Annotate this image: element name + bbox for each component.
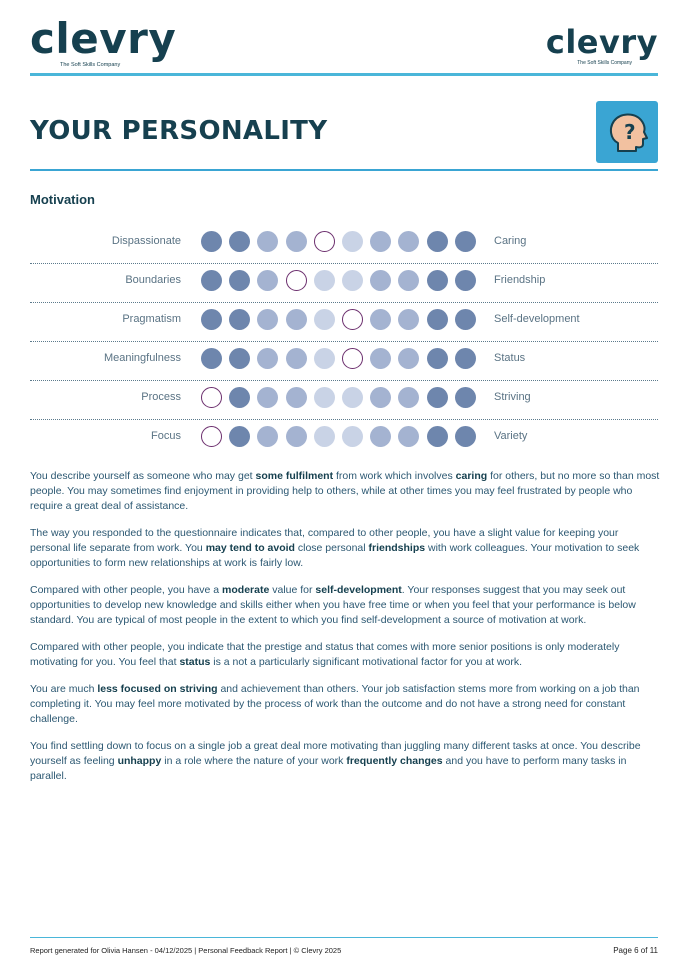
emphasis-text: caring [455, 470, 488, 482]
scale-dot [201, 348, 222, 369]
emphasis-text: friendships [368, 542, 426, 554]
scale-row [30, 381, 658, 420]
paragraph-text: in a role where the nature of your work [161, 755, 347, 767]
scale-dot [286, 231, 307, 252]
scale-dot [286, 426, 307, 447]
footer-divider [30, 937, 658, 938]
scale-right-label: Caring [494, 235, 527, 247]
scale-dot [370, 348, 391, 369]
scale-dot [229, 348, 250, 369]
scale-dot [257, 426, 278, 447]
scale-dot [398, 231, 419, 252]
paragraph-text: close personal [294, 542, 369, 554]
paragraph-text: value for [269, 584, 316, 596]
description-paragraph [30, 526, 660, 571]
scale-dot [257, 387, 278, 408]
emphasis-text: moderate [222, 584, 270, 596]
paragraph-text: Compared with other people, you indicate that the prestige and status that comes with more senior positions is only moderately motivating for you. You feel that [30, 641, 620, 668]
scale-dot-selected [342, 348, 363, 369]
scale-dot [342, 270, 363, 291]
paragraph-text: and achievement than others. Your job satisfaction stems more from working on a job than completing it. You may feel more motivated by the process of work than the outcome and do not have a strong need for constant challenge. [30, 683, 640, 725]
scale-dot [201, 270, 222, 291]
scale-dot-selected [286, 270, 307, 291]
logo-tagline: The Soft Skills Company [577, 60, 632, 66]
scale-dot [455, 387, 476, 408]
scale-left-label: Process [141, 391, 181, 403]
scale-row [30, 264, 658, 303]
header-divider [30, 73, 658, 76]
scale-dot [398, 426, 419, 447]
scale-dot [370, 270, 391, 291]
scale-dot-selected [314, 231, 335, 252]
scale-dot [286, 387, 307, 408]
scale-right-label: Self-development [494, 313, 580, 325]
head-question-icon [596, 101, 658, 163]
paragraph-text: Compared with other people, you have a [30, 584, 223, 596]
scale-dot [342, 426, 363, 447]
scale-dot [314, 309, 335, 330]
scale-dot [427, 348, 448, 369]
scale-dot [314, 426, 335, 447]
paragraph-text: is a not a particularly significant motivational factor for you at work. [210, 656, 523, 668]
paragraph-text: from work which involves [333, 470, 456, 482]
scale-dot [427, 270, 448, 291]
scale-left-label: Pragmatism [122, 313, 181, 325]
scale-dot [342, 231, 363, 252]
scale-right-label: Striving [494, 391, 531, 403]
section-title: Motivation [30, 192, 95, 207]
scale-dot [370, 231, 391, 252]
scale-dot [455, 270, 476, 291]
emphasis-text: status [179, 656, 211, 668]
paragraph-text: . Your responses suggest that you may seek out opportunities to develop new knowledge and skills either when you have free time or when you feel that your performance is below standard. You are typical of most people in the extent to which you find self-development a source of motivation at work. [30, 584, 636, 626]
scale-right-label: Friendship [494, 274, 546, 286]
scale-dot [427, 387, 448, 408]
scale-row [30, 303, 658, 342]
scale-dot [257, 231, 278, 252]
scale-dot [314, 348, 335, 369]
scale-dot [455, 348, 476, 369]
scale-dot [427, 231, 448, 252]
scale-dot [257, 348, 278, 369]
emphasis-text: frequently changes [346, 755, 443, 767]
emphasis-text: self-development [315, 584, 402, 596]
emphasis-text: some fulfilment [255, 470, 334, 482]
description-paragraph [30, 739, 660, 784]
scale-dot [314, 387, 335, 408]
scale-dot [314, 270, 335, 291]
logo-tagline: The Soft Skills Company [60, 62, 121, 68]
scale-dot [455, 231, 476, 252]
scale-dot [455, 426, 476, 447]
scale-dot-selected [342, 309, 363, 330]
scale-dot [398, 309, 419, 330]
paragraph-text: You are much [30, 683, 98, 695]
footer-report-info: Report generated for Olivia Hansen - 04/12/2025 | Personal Feedback Report | © Clevry 2025 [30, 946, 342, 955]
paragraph-text: for others, but no more so than most people. You may sometimes find enjoyment in providing help to others, while at other times you may feel frustrated by people who require a great deal of assistance. [30, 470, 660, 512]
scale-left-label: Dispassionate [111, 235, 181, 247]
scale-dot [257, 270, 278, 291]
clevry-logo-right [545, 23, 658, 66]
scale-dot [370, 309, 391, 330]
motivation-descriptions [30, 469, 660, 796]
paragraph-text: The way you responded to the questionnaire indicates that, compared to other people, you have a slight value for keeping your personal life separate from work. You [30, 527, 619, 554]
paragraph-text: You find settling down to focus on a single job a great deal more motivating than juggling many different tasks at once. You describe yourself as feeling [30, 740, 641, 767]
emphasis-text: less focused on striving [97, 683, 218, 695]
scale-dot [398, 348, 419, 369]
scale-dot [427, 309, 448, 330]
scale-left-label: Focus [151, 430, 181, 442]
scale-dot [286, 309, 307, 330]
page-number: Page 6 of 11 [613, 946, 658, 955]
scale-dot [398, 387, 419, 408]
scale-row [30, 342, 658, 381]
description-paragraph [30, 469, 660, 514]
scale-dot-selected [201, 387, 222, 408]
scale-dot [427, 426, 448, 447]
scale-dot [229, 231, 250, 252]
title-divider [30, 169, 658, 171]
scale-dot [201, 309, 222, 330]
scale-dot [229, 426, 250, 447]
description-paragraph [30, 682, 660, 727]
scale-right-label: Status [494, 352, 526, 364]
scale-dot-selected [201, 426, 222, 447]
emphasis-text: unhappy [117, 755, 162, 767]
scale-dot [370, 387, 391, 408]
page-title: YOUR PERSONALITY [30, 116, 328, 146]
scale-row [30, 225, 658, 264]
scale-dot [229, 270, 250, 291]
scale-dot [229, 309, 250, 330]
scale-dot [370, 426, 391, 447]
description-paragraph [30, 640, 660, 670]
paragraph-text: and you have to perform many tasks in parallel. [30, 755, 627, 782]
svg-text:?: ? [624, 120, 636, 144]
motivation-scales [30, 225, 658, 459]
scale-dot [229, 387, 250, 408]
emphasis-text: may tend to avoid [205, 542, 295, 554]
logo-wordmark: clevry [30, 14, 177, 63]
scale-dot [342, 387, 363, 408]
scale-dot [398, 270, 419, 291]
description-paragraph [30, 583, 660, 628]
scale-dot [257, 309, 278, 330]
paragraph-text: You describe yourself as someone who may get [30, 470, 256, 482]
clevry-logo-left [30, 14, 177, 68]
scale-row [30, 420, 658, 459]
logo-wordmark: clevry [545, 23, 658, 61]
scale-left-label: Meaningfulness [103, 352, 181, 364]
scale-right-label: Variety [494, 430, 528, 442]
paragraph-text: with work colleagues. Your motivation to seek opportunities to form new relationships at work is fairly low. [30, 542, 640, 569]
scale-dot [455, 309, 476, 330]
scale-dot [286, 348, 307, 369]
scale-dot [201, 231, 222, 252]
scale-left-label: Boundaries [125, 274, 181, 286]
